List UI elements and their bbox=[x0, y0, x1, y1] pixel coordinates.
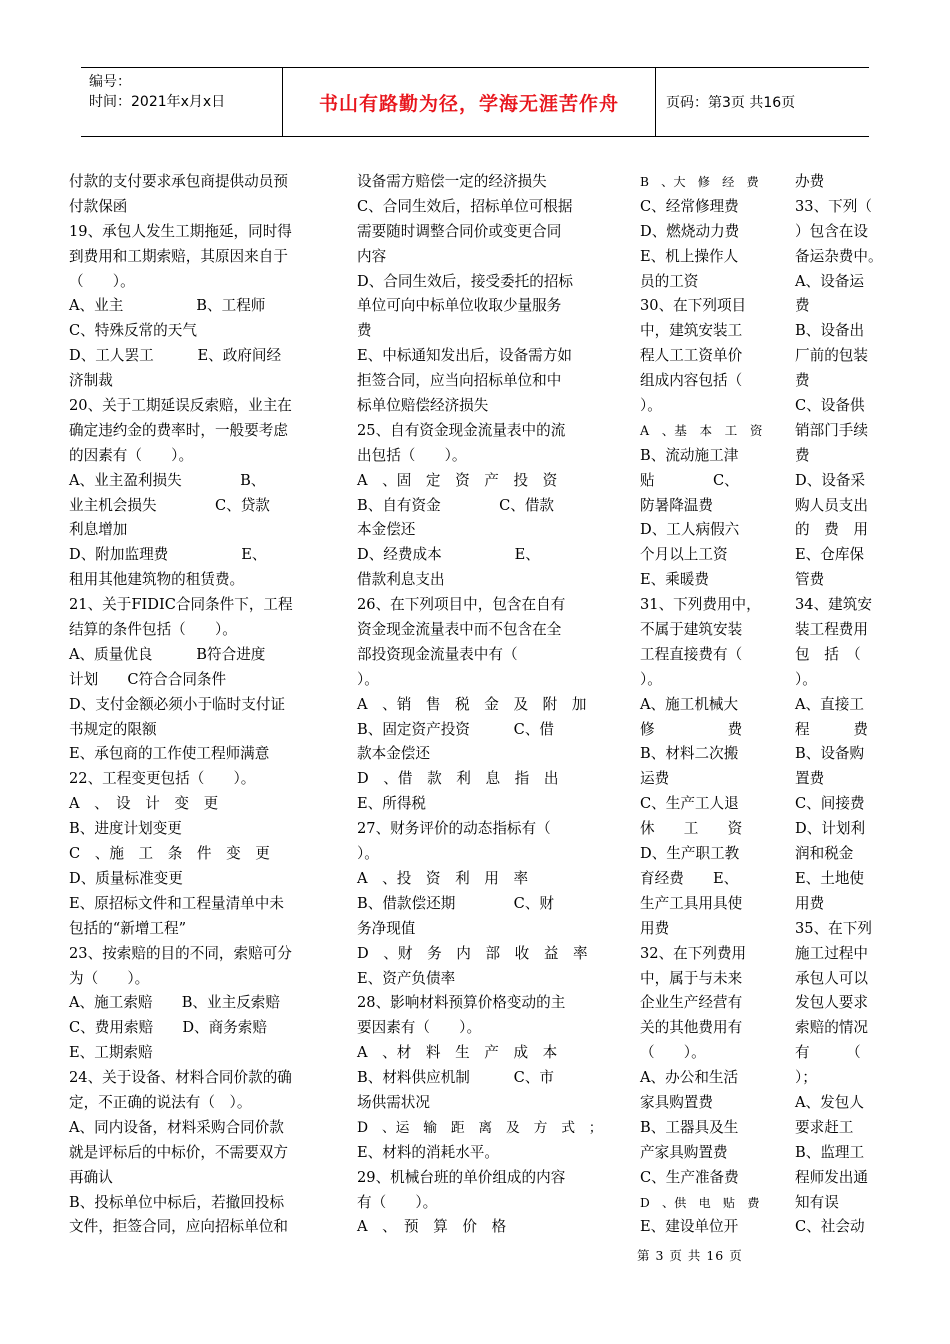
text-line: 拒签合同，应当向招标单位和中 bbox=[357, 372, 562, 390]
text-line: 发包人要求 bbox=[795, 994, 868, 1012]
text-line: 务净现值 bbox=[357, 919, 416, 937]
text-line: 费 bbox=[357, 322, 372, 340]
text-line: ）。 bbox=[640, 670, 662, 688]
text-line: 付款的支付要求承包商提供动员预 bbox=[69, 173, 288, 190]
text-line: A、同内设备，材料采购合同价款 bbox=[69, 1118, 284, 1136]
text-line: 用费 bbox=[795, 894, 825, 912]
text-line: 包括的“新增工程” bbox=[69, 919, 187, 937]
text-line: 索赔的情况 bbox=[795, 1019, 868, 1037]
text-line: B、监理工 bbox=[795, 1143, 865, 1161]
text-line: 有 （ bbox=[795, 1044, 861, 1062]
text-line: C、间接费 bbox=[795, 795, 865, 813]
text-line: E、工期索赔 bbox=[69, 1044, 153, 1062]
text-line: 防暑降温费 bbox=[640, 496, 713, 514]
text-line: ）包含在设 bbox=[795, 222, 868, 240]
text-line: 出包括（ ）。 bbox=[357, 446, 467, 464]
text-line: 包 括 （ bbox=[795, 645, 861, 663]
text-line: A、业主盈利损失 B、 bbox=[69, 471, 266, 489]
text-line: B、借款偿还期 C、财 bbox=[357, 894, 555, 912]
text-line: 费 bbox=[795, 297, 810, 315]
text-line: B、材料二次搬 bbox=[640, 745, 739, 763]
text-line: 书规定的限额 bbox=[69, 720, 157, 738]
text-line: 修 费 bbox=[640, 720, 743, 738]
text-line: C、合同生效后，招标单位可根据 bbox=[357, 197, 573, 215]
text-line: D、工人病假六 bbox=[640, 521, 740, 539]
text-line: A、直接工 bbox=[795, 695, 864, 713]
text-line: 25、自有资金现金流量表中的流 bbox=[357, 421, 566, 439]
text-line: 33、下列（ bbox=[795, 197, 872, 215]
text-line: C、经常修理费 bbox=[640, 197, 739, 215]
text-line: 组成内容包括（ bbox=[640, 372, 743, 390]
text-column-2 bbox=[357, 170, 605, 1240]
text-line: 23、按索赔的目的不同，索赔可分 bbox=[69, 944, 292, 962]
text-line: 35、在下列 bbox=[795, 919, 872, 937]
text-line: 厂前的包装 bbox=[795, 347, 868, 365]
text-line: B、自有资金 C、借款 bbox=[357, 496, 555, 514]
text-line: 确定违约金的费率时，一般要考虑 bbox=[69, 421, 288, 439]
text-column-4 bbox=[795, 170, 883, 1240]
text-line: 利息增加 bbox=[69, 521, 128, 539]
text-line: 定，不正确的说法有（ ）。 bbox=[69, 1093, 252, 1111]
text-line: 装工程费用 bbox=[795, 621, 868, 639]
text-line: 中，建筑安装工 bbox=[640, 322, 743, 340]
text-line: A、设备运 bbox=[795, 272, 864, 290]
text-line: E、土地使 bbox=[795, 869, 865, 887]
text-line: 工程直接费有（ bbox=[640, 645, 743, 663]
text-line: 生产工具用具使 bbox=[640, 894, 743, 912]
text-line: 程人工工资单价 bbox=[640, 347, 743, 365]
text-line: 借款利息支出 bbox=[357, 571, 445, 589]
text-line: 贴 C、 bbox=[640, 471, 739, 489]
text-line: C、设备供 bbox=[795, 397, 865, 415]
page-footer: 第 3 页 共 16 页 bbox=[637, 1248, 743, 1263]
text-line: 内容 bbox=[357, 247, 387, 265]
text-line: A、施工机械大 bbox=[640, 695, 739, 713]
text-line: 付款保函 bbox=[69, 197, 128, 215]
text-line: 承包人可以 bbox=[795, 969, 868, 987]
text-line: 润和税金 bbox=[795, 845, 854, 863]
text-line: 为（ ）。 bbox=[69, 969, 150, 987]
text-line: A 、销 售 税 金 及 附 加 bbox=[357, 695, 587, 713]
text-line: B、投标单位中标后，若撤回投标 bbox=[69, 1193, 285, 1211]
text-line: 到费用和工期索赔，其原因来自于 bbox=[69, 247, 288, 265]
text-line: 程 费 bbox=[795, 720, 868, 738]
text-line: E、所得税 bbox=[357, 795, 427, 813]
text-line: 育经费 E、 bbox=[640, 869, 739, 887]
text-line: 不属于建筑安装 bbox=[640, 621, 743, 639]
text-line: 34、建筑安 bbox=[795, 596, 872, 614]
text-line: E、资产负债率 bbox=[357, 969, 456, 987]
text-line: 中，属于与未来 bbox=[640, 969, 743, 987]
text-line: D、生产职工教 bbox=[640, 845, 740, 863]
text-line: E、原招标文件和工程量清单中未 bbox=[69, 894, 284, 912]
page-header bbox=[81, 67, 869, 137]
text-line: 施工过程中 bbox=[795, 944, 868, 962]
text-line: 30、在下列项目 bbox=[640, 297, 747, 315]
text-line: A 、 设 计 变 更 bbox=[69, 795, 219, 813]
text-line: 关的其他费用有 bbox=[640, 1019, 743, 1037]
text-line: 程师发出通 bbox=[795, 1168, 868, 1186]
text-line: A、质量优良 B符合进度 bbox=[69, 645, 266, 663]
header-motto: 书山有路勤为径，学海无涯苦作舟 bbox=[283, 68, 656, 136]
text-line: D、附加监理费 E、 bbox=[69, 546, 267, 564]
text-line: A、发包人 bbox=[795, 1093, 864, 1111]
text-line: E、中标通知发出后，设备需方如 bbox=[357, 347, 572, 365]
text-line: 家具购置费 bbox=[640, 1093, 713, 1111]
text-line: D 、运 输 距 离 及 方 式 ； bbox=[357, 1119, 603, 1136]
text-line: 管费 bbox=[795, 571, 825, 589]
text-line: 单位可向中标单位收取少量服务 bbox=[357, 297, 562, 315]
text-line: 款本金偿还 bbox=[357, 745, 430, 763]
text-line: D、工人罢工 E、政府间经 bbox=[69, 347, 282, 365]
text-line: 业主机会损失 C、贷款 bbox=[69, 496, 270, 514]
text-line: D、燃烧动力费 bbox=[640, 222, 740, 240]
text-line: D、计划利 bbox=[795, 820, 866, 838]
text-line: D、经费成本 E、 bbox=[357, 546, 540, 564]
text-line: 部投资现金流量表中有（ bbox=[357, 645, 518, 663]
text-line: 租用其他建筑物的租赁费。 bbox=[69, 571, 245, 589]
text-line: 销部门手续 bbox=[795, 421, 868, 439]
text-line: 需要随时调整合同价或变更合同 bbox=[357, 222, 562, 240]
text-line: E、承包商的工作使工程师满意 bbox=[69, 745, 270, 763]
time-label: 时间：2021年x月x日 bbox=[89, 94, 226, 110]
text-line: E、建设单位开 bbox=[640, 1218, 739, 1236]
text-line: A 、材 料 生 产 成 本 bbox=[357, 1044, 558, 1062]
text-line: B、固定资产投资 C、借 bbox=[357, 720, 555, 738]
text-line: 企业生产经营有 bbox=[640, 994, 743, 1012]
text-line: 知有误 bbox=[795, 1193, 839, 1211]
text-line: D、支付金额必须小于临时支付证 bbox=[69, 695, 286, 713]
text-line: 产家具购置费 bbox=[640, 1143, 728, 1161]
text-line: B、设备购 bbox=[795, 745, 865, 763]
text-line: E、材料的消耗水平。 bbox=[357, 1143, 499, 1161]
text-line: D、设备采 bbox=[795, 471, 866, 489]
text-line: 济制裁 bbox=[69, 372, 113, 390]
text-line: 24、关于设备、材料合同价款的确 bbox=[69, 1069, 292, 1087]
text-line: A、施工索赔 B、业主反索赔 bbox=[69, 994, 280, 1012]
number-label: 编号： bbox=[89, 74, 131, 90]
text-line: C、费用索赔 D、商务索赔 bbox=[69, 1019, 267, 1037]
text-line: C、社会动 bbox=[795, 1218, 865, 1236]
text-line: ）。 bbox=[357, 845, 379, 863]
text-line: D、合同生效后，接受委托的招标 bbox=[357, 272, 574, 290]
text-line: 20、关于工期延误反索赔，业主在 bbox=[69, 397, 292, 415]
text-column-1 bbox=[69, 170, 323, 1240]
text-line: D 、借 款 利 息 指 出 bbox=[357, 770, 559, 788]
text-line: 要因素有（ ）。 bbox=[357, 1019, 482, 1037]
text-line: C 、施 工 条 件 变 更 bbox=[69, 845, 270, 863]
text-line: 标单位赔偿经济损失 bbox=[357, 397, 489, 415]
text-line: 休 工 资 bbox=[640, 820, 743, 838]
text-line: B、材料供应机制 C、市 bbox=[357, 1069, 555, 1087]
text-line: 有（ ）。 bbox=[357, 1193, 438, 1211]
text-line: 再确认 bbox=[69, 1168, 113, 1186]
text-line: 31、下列费用中， bbox=[640, 596, 761, 614]
text-line: E、机上操作人 bbox=[640, 247, 739, 265]
text-line: B、进度计划变更 bbox=[69, 820, 182, 838]
text-line: 的 费 用 bbox=[795, 521, 868, 539]
text-line: 21、关于FIDIC合同条件下，工程 bbox=[69, 596, 293, 614]
text-line: 就是评标后的中标价，不需要双方 bbox=[69, 1143, 288, 1161]
text-line: 32、在下列费用 bbox=[640, 944, 747, 962]
text-line: 设备需方赔偿一定的经济损失 bbox=[357, 173, 547, 190]
text-line: 购人员支出 bbox=[795, 496, 868, 514]
text-line: 29、机械台班的单价组成的内容 bbox=[357, 1168, 566, 1186]
text-line: A 、固 定 资 产 投 资 bbox=[357, 471, 558, 489]
text-line: E、仓库保 bbox=[795, 546, 865, 564]
text-line: A 、投 资 利 用 率 bbox=[357, 869, 529, 887]
text-line: 计划 C符合合同条件 bbox=[69, 670, 227, 688]
text-line: （ ）。 bbox=[640, 1044, 706, 1062]
text-line: 置费 bbox=[795, 770, 825, 788]
text-line: D、质量标准变更 bbox=[69, 869, 183, 887]
text-line: 22、工程变更包括（ ）。 bbox=[69, 770, 256, 788]
text-line: 场供需状况 bbox=[357, 1093, 430, 1111]
text-line: 28、影响材料预算价格变动的主 bbox=[357, 994, 566, 1012]
header-meta bbox=[81, 68, 283, 136]
text-column-3 bbox=[640, 170, 761, 1240]
text-line: 运费 bbox=[640, 770, 670, 788]
text-line: 文件，拒签合同，应向招标单位和 bbox=[69, 1218, 288, 1236]
text-line: 个月以上工资 bbox=[640, 546, 728, 564]
text-line: C、生产工人退 bbox=[640, 795, 739, 813]
text-line: ）； bbox=[795, 1069, 817, 1087]
text-line: A 、 预 算 价 格 bbox=[357, 1218, 507, 1236]
text-line: D 、供 电 贴 费 bbox=[640, 1195, 760, 1210]
text-line: 办费 bbox=[795, 173, 825, 190]
text-line: ）。 bbox=[795, 670, 817, 688]
text-line: B、工器具及生 bbox=[640, 1118, 739, 1136]
text-line: 26、在下列项目中，包含在自有 bbox=[357, 596, 566, 614]
text-line: 27、财务评价的动态指标有（ bbox=[357, 820, 551, 838]
text-line: B、流动施工津 bbox=[640, 446, 739, 464]
text-line: ）。 bbox=[357, 670, 379, 688]
text-line: C、特殊反常的天气 bbox=[69, 322, 197, 340]
text-line: （ ）。 bbox=[69, 272, 135, 290]
text-line: 资金现金流量表中而不包含在全 bbox=[357, 621, 562, 639]
text-line: 要求赶工 bbox=[795, 1118, 854, 1136]
text-line: 费 bbox=[795, 446, 810, 464]
text-line: D 、财 务 内 部 收 益 率 bbox=[357, 944, 588, 962]
header-page-info: 页码：第3页 共16页 bbox=[666, 95, 796, 111]
text-line: C、生产准备费 bbox=[640, 1168, 739, 1186]
text-line: A、办公和生活 bbox=[640, 1069, 739, 1087]
text-line: 备运杂费中。 bbox=[795, 247, 883, 265]
text-line: B、设备出 bbox=[795, 322, 865, 340]
text-line: B 、大 修 经 费 bbox=[640, 175, 759, 189]
text-line: A 、基 本 工 资 bbox=[640, 422, 763, 438]
text-line: A、业主 B、工程师 bbox=[69, 297, 266, 315]
text-line: 的因素有（ ）。 bbox=[69, 446, 194, 464]
text-line: 用费 bbox=[640, 919, 670, 937]
text-line: 结算的条件包括（ ）。 bbox=[69, 621, 237, 639]
text-line: 19、承包人发生工期拖延，同时得 bbox=[69, 222, 292, 240]
text-line: ）。 bbox=[640, 397, 662, 415]
text-line: 费 bbox=[795, 372, 810, 390]
text-line: 员的工资 bbox=[640, 272, 699, 290]
text-line: 本金偿还 bbox=[357, 521, 416, 539]
text-line: E、乘暖费 bbox=[640, 571, 710, 589]
